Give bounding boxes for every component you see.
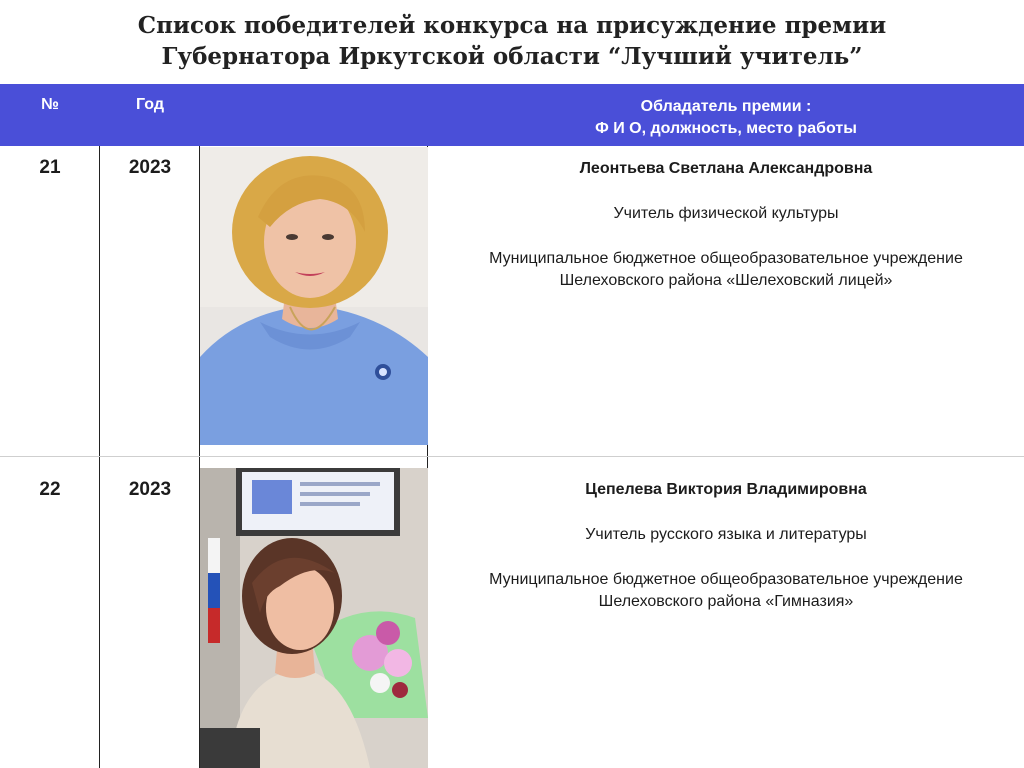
winner-position: Учитель физической культуры <box>613 205 839 222</box>
header-holder-line-2: Ф И О, должность, место работы <box>595 120 857 137</box>
organization-line-1: Муниципальное бюджетное общеобразовательное учреждение <box>489 250 963 267</box>
winner-name: Леонтьева Светлана Александровна <box>579 160 873 177</box>
header-year: Год <box>136 96 164 113</box>
row-number: 22 <box>39 479 61 500</box>
title-line-1: Список победителей конкурса на присуждение премии <box>137 12 887 39</box>
row-year: 2023 <box>128 157 172 178</box>
header-holder <box>428 96 1024 140</box>
winner-photo <box>200 468 428 768</box>
row-divider <box>0 456 1024 457</box>
winner-info <box>428 158 1024 292</box>
title-line-2: Губернатора Иркутской области “Лучший учитель” <box>161 43 863 70</box>
row-number: 21 <box>39 157 61 178</box>
table-header <box>0 84 1024 146</box>
portrait-photo-2 <box>200 468 428 768</box>
winner-organization <box>428 569 1024 613</box>
page-title <box>0 10 1024 72</box>
portrait-photo-1 <box>200 147 428 445</box>
winner-position: Учитель русского языка и литературы <box>585 526 867 543</box>
header-holder-line-1: Обладатель премии : <box>640 98 812 115</box>
organization-line-1: Муниципальное бюджетное общеобразовательное учреждение <box>489 571 963 588</box>
winner-organization <box>428 248 1024 292</box>
organization-line-2: Шелеховского района «Шелеховский лицей» <box>559 272 893 289</box>
organization-line-2: Шелеховского района «Гимназия» <box>598 593 854 610</box>
header-number: № <box>41 96 59 113</box>
winner-info <box>428 479 1024 613</box>
winner-name: Цепелева Виктория Владимировна <box>585 481 867 498</box>
column-divider <box>99 146 100 768</box>
row-year: 2023 <box>128 479 172 500</box>
winner-photo <box>200 147 428 445</box>
